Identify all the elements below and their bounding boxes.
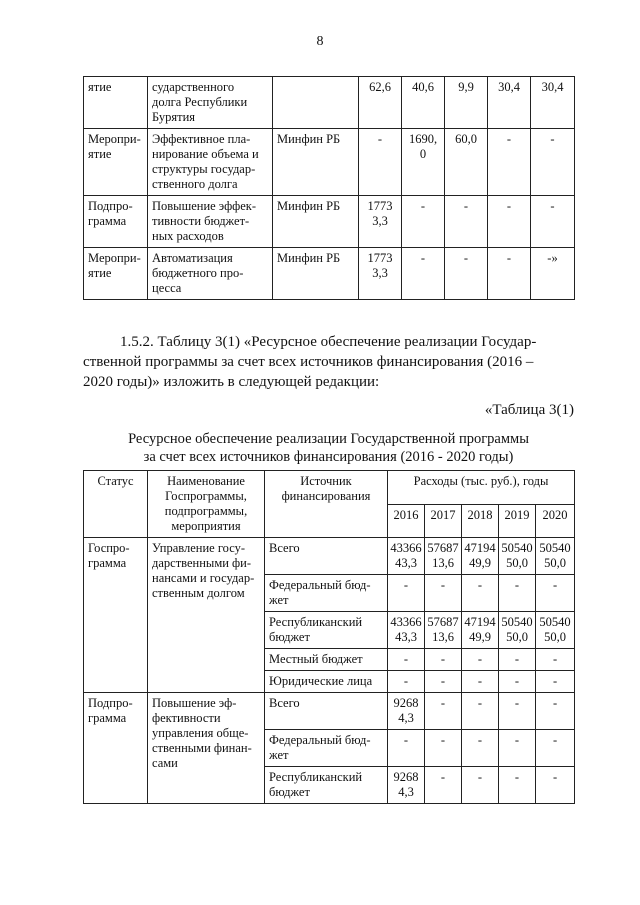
status-cell: Госпро- грамма [84,538,148,693]
status-cell: Меропри- ятие [84,129,148,196]
value-cell: 60,0 [445,129,488,196]
value-cell: 57687 13,6 [425,538,462,575]
table-row [84,196,575,248]
table-row [84,538,575,575]
table-row [84,129,575,196]
paragraph-line: 2020 годы)» изложить в следующей редакции: [83,374,380,390]
source-cell: Минфин РБ [273,129,359,196]
resource-table [83,470,575,804]
header-year: 2019 [499,504,536,538]
name-cell: Повышение эффек- тивности бюджет- ных расходов [148,196,273,248]
value-cell: - [462,730,499,767]
status-cell: ятие [84,77,148,129]
value-cell: 62,6 [359,77,402,129]
value-cell: 43366 43,3 [388,612,425,649]
value-cell: - [388,671,425,693]
value-cell: - [388,730,425,767]
value-cell: - [388,575,425,612]
value-cell: 1773 3,3 [359,196,402,248]
header-year: 2016 [388,504,425,538]
value-cell: - [425,693,462,730]
source-cell: Всего [265,538,388,575]
value-cell: 9268 4,3 [388,693,425,730]
value-cell: 30,4 [531,77,575,129]
value-cell: - [499,575,536,612]
value-cell: - [499,671,536,693]
name-cell: Повышение эф- фективности управления обще- ственными финан- сами [148,693,265,804]
value-cell: 43366 43,3 [388,538,425,575]
value-cell: 9268 4,3 [388,767,425,804]
value-cell: - [499,767,536,804]
value-cell: 50540 50,0 [499,538,536,575]
value-cell: - [425,730,462,767]
value-cell: - [388,649,425,671]
name-cell: Автоматизация бюджетного про- цесса [148,248,273,300]
amendment-paragraph [83,332,574,392]
name-cell: Управление госу- дарственными фи- нансами и государ- ственным долгом [148,538,265,693]
table-label: «Таблица 3(1) [484,402,574,418]
value-cell: - [499,649,536,671]
source-cell [273,77,359,129]
status-cell: Меропри- ятие [84,248,148,300]
value-cell: -» [531,248,575,300]
value-cell: - [536,649,575,671]
value-cell: 47194 49,9 [462,612,499,649]
paragraph-line: 1.5.2. Таблицу 3(1) «Ресурсное обеспечение реализации Государ- [120,334,537,350]
value-cell: 57687 13,6 [425,612,462,649]
value-cell: - [536,575,575,612]
source-cell: Минфин РБ [273,196,359,248]
header-name: Наименование Госпрограммы, подпрограммы, мероприятия [148,471,265,538]
source-cell: Республиканский бюджет [265,612,388,649]
value-cell: - [359,129,402,196]
value-cell: 47194 49,9 [462,538,499,575]
value-cell: - [488,196,531,248]
value-cell: - [536,693,575,730]
value-cell: - [402,196,445,248]
value-cell: - [499,693,536,730]
value-cell: - [531,196,575,248]
table-row [84,248,575,300]
page-number: 8 [316,34,324,49]
table-caption [83,430,574,466]
source-cell: Минфин РБ [273,248,359,300]
caption-line: за счет всех источников финансирования (2016 - 2020 годы) [143,449,514,465]
value-cell: - [536,767,575,804]
header-year: 2020 [536,504,575,538]
value-cell: - [488,129,531,196]
value-cell: - [531,129,575,196]
value-cell: - [402,248,445,300]
header-year: 2018 [462,504,499,538]
value-cell: 50540 50,0 [536,538,575,575]
table-row [84,693,575,730]
caption-line: Ресурсное обеспечение реализации Государственной программы [128,431,529,447]
status-cell: Подпро- грамма [84,196,148,248]
value-cell: - [462,575,499,612]
source-cell: Республиканский бюджет [265,767,388,804]
value-cell: - [499,730,536,767]
header-status: Статус [84,471,148,538]
value-cell: - [445,248,488,300]
name-cell: Эффективное пла- нирование объема и структуры государ- ственного долга [148,129,273,196]
value-cell: 9,9 [445,77,488,129]
header-year: 2017 [425,504,462,538]
table-row [84,77,575,129]
name-cell: сударственного долга Республики Бурятия [148,77,273,129]
value-cell: 50540 50,0 [536,612,575,649]
paragraph-line: ственной программы за счет всех источников финансирования (2016 – [83,354,534,370]
value-cell: - [536,730,575,767]
source-cell: Местный бюджет [265,649,388,671]
status-cell: Подпро- грамма [84,693,148,804]
value-cell: - [462,693,499,730]
value-cell: - [425,671,462,693]
value-cell: 30,4 [488,77,531,129]
value-cell: 1773 3,3 [359,248,402,300]
value-cell: - [425,649,462,671]
value-cell: - [425,575,462,612]
header-expenses: Расходы (тыс. руб.), годы [388,471,575,505]
source-cell: Федеральный бюд- жет [265,575,388,612]
value-cell: - [445,196,488,248]
header-source: Источник финансирования [265,471,388,538]
value-cell: 40,6 [402,77,445,129]
value-cell: 1690, 0 [402,129,445,196]
value-cell: - [462,767,499,804]
value-cell: - [425,767,462,804]
value-cell: 50540 50,0 [499,612,536,649]
value-cell: - [488,248,531,300]
continuation-table [83,76,575,300]
value-cell: - [462,671,499,693]
source-cell: Юридические лица [265,671,388,693]
value-cell: - [462,649,499,671]
value-cell: - [536,671,575,693]
source-cell: Всего [265,693,388,730]
source-cell: Федеральный бюд- жет [265,730,388,767]
